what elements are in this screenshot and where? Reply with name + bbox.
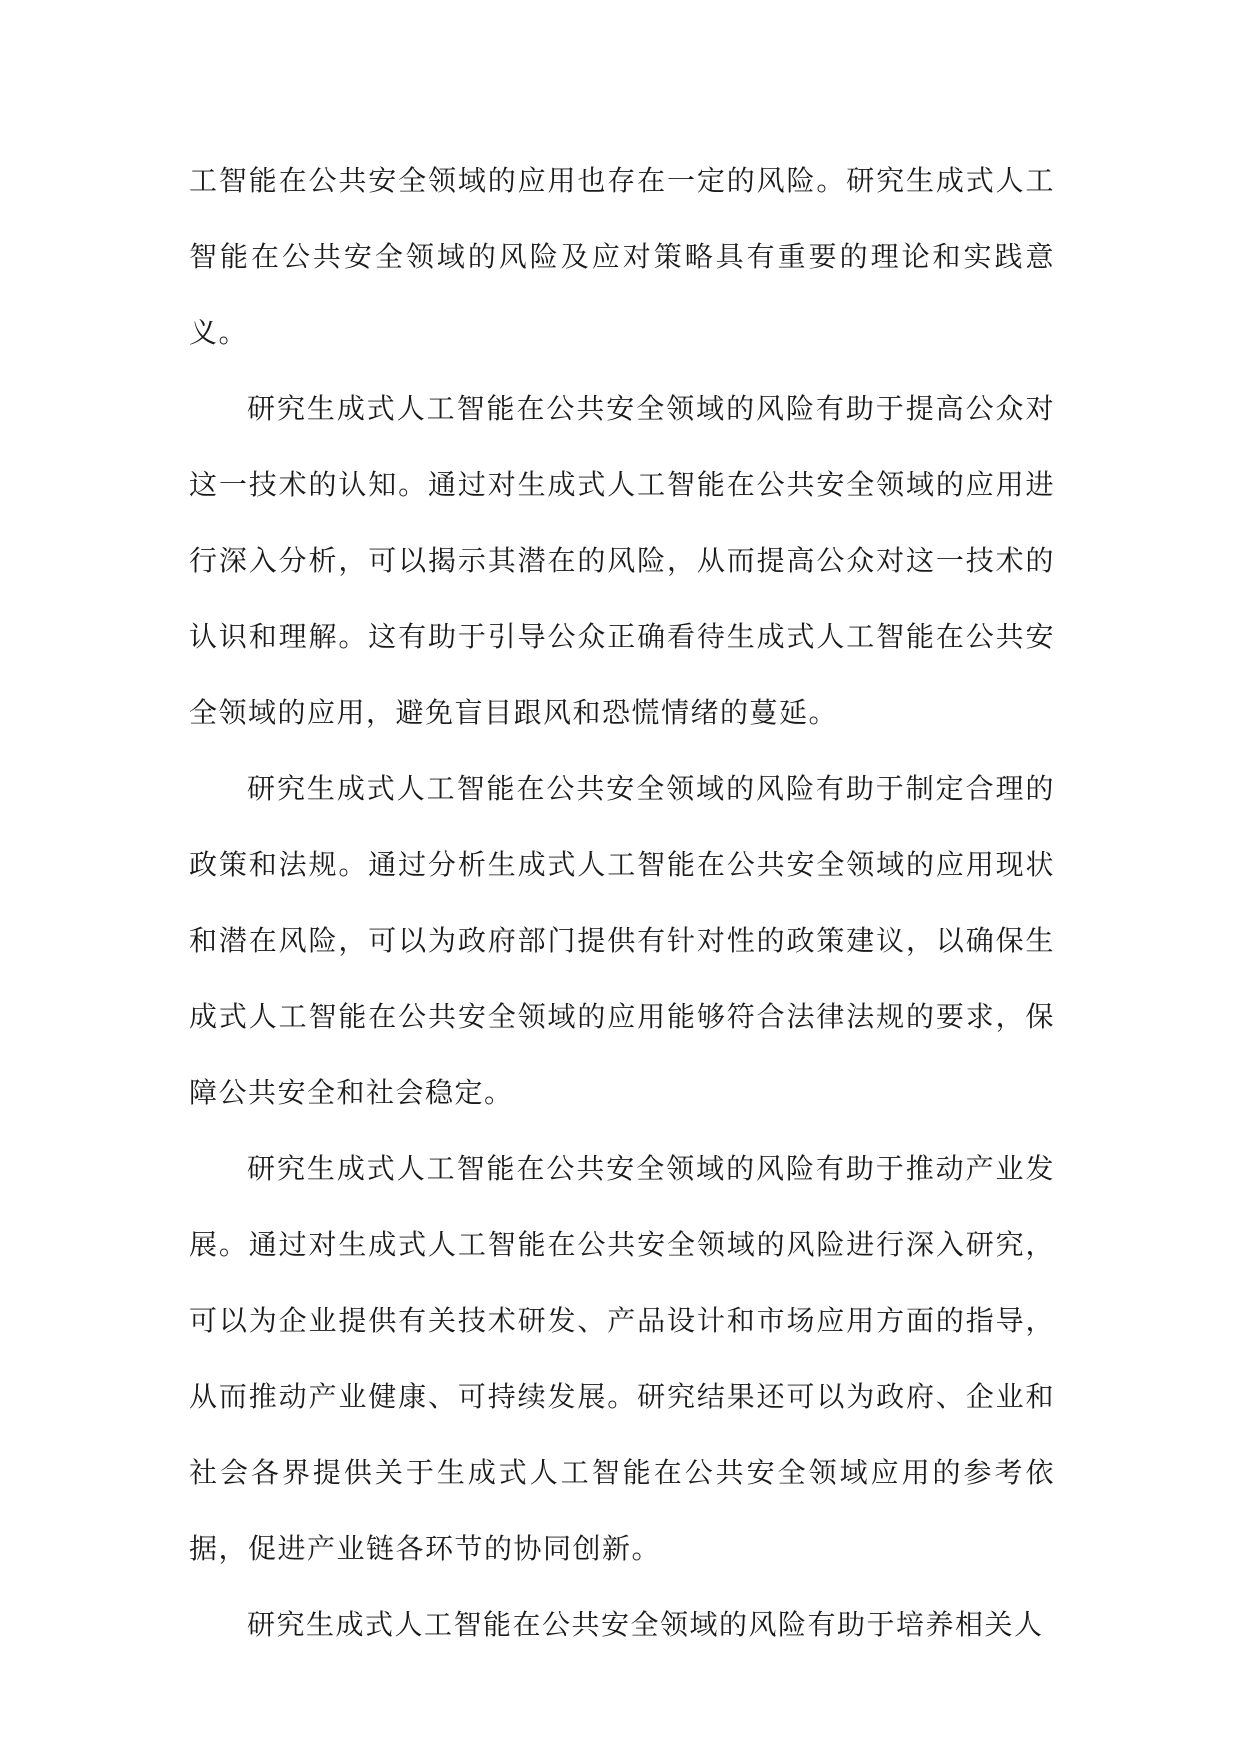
paragraph-5: 研究生成式人工智能在公共安全领域的风险有助于培养相关人 [247, 1608, 1044, 1641]
paragraph-4: 研究生成式人工智能在公共安全领域的风险有助于推动产业发展。通过对生成式人工智能在公共安全领域的风险进行深入研究，可以为企业提供有关技术研发、产品设计和市场应用方面的指导，从而推动产业健康、可持续发展。研究结果还可以为政府、企业和社会各界提供关于生成式人工智能在公共安全领域应用的参考依据，促进产业链各环节的协同创新。 [189, 1152, 1055, 1565]
paragraph-3: 研究生成式人工智能在公共安全领域的风险有助于制定合理的政策和法规。通过分析生成式人工智能在公共安全领域的应用现状和潜在风险，可以为政府部门提供有针对性的政策建议，以确保生成式人工智能在公共安全领域的应用能够符合法律法规的要求，保障公共安全和社会稳定。 [189, 772, 1055, 1109]
body-text [189, 143, 1055, 1663]
paragraph-1: 工智能在公共安全领域的应用也存在一定的风险。研究生成式人工智能在公共安全领域的风险及应对策略具有重要的理论和实践意义。 [189, 164, 1055, 349]
paragraph-2: 研究生成式人工智能在公共安全领域的风险有助于提高公众对这一技术的认知。通过对生成式人工智能在公共安全领域的应用进行深入分析，可以揭示其潜在的风险，从而提高公众对这一技术的认识和理解。这有助于引导公众正确看待生成式人工智能在公共安全领域的应用，避免盲目跟风和恐慌情绪的蔓延。 [189, 392, 1055, 729]
